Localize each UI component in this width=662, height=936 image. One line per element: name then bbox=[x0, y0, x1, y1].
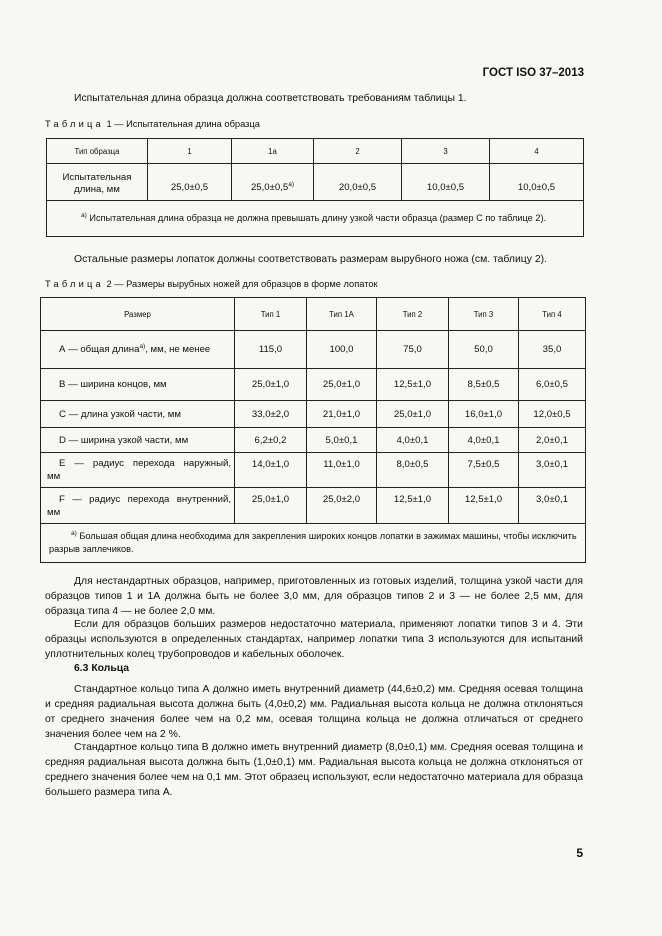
page-number: 5 bbox=[576, 846, 583, 860]
table1-header-cell: 1а bbox=[232, 139, 314, 164]
table2-cell: 12,5±1,0 bbox=[377, 369, 449, 401]
paragraph-nonstandard-samples: Для нестандартных образцов, например, приготовленных из готовых изделий, толщина узкой части для образцов типов 1 и 1А должна быть не более 3,0 мм, для образцов типов 2 и 3 — не более 2,5 мм, для образца типа 4 — не более 2,0 мм. bbox=[45, 576, 583, 617]
table2-cell: 75,0 bbox=[377, 331, 449, 369]
table2-cell: 25,0±1,0 bbox=[235, 369, 307, 401]
table1-cell: 10,0±0,5 bbox=[402, 164, 490, 201]
table2-cell: 6,2±0,2 bbox=[235, 428, 307, 453]
table2-header-cell: Тип 1А bbox=[307, 298, 377, 331]
table1-cell-value: 25,0±0,5 bbox=[250, 182, 289, 193]
table2-cell: 12,0±0,5 bbox=[519, 401, 586, 428]
table2-caption-word: Таблица bbox=[45, 279, 104, 289]
table2-cell: 4,0±0,1 bbox=[449, 428, 519, 453]
footnote-mark: а) bbox=[71, 529, 77, 537]
row-label-text: А — общая длина bbox=[59, 344, 140, 355]
row-label-rest: , мм, не менее bbox=[145, 344, 211, 355]
table1-caption bbox=[45, 119, 260, 129]
table2-cell: 3,0±0,1 bbox=[519, 488, 586, 524]
row-label-line1: F — радиус перехода внутренний, bbox=[59, 493, 231, 505]
table1-note-text: Испытательная длина образца не должна превышать длину узкой части образца (размер С по таблице 2). bbox=[89, 213, 547, 223]
table2-row bbox=[41, 488, 586, 524]
section-heading: 6.3 Кольца bbox=[74, 663, 130, 674]
table2-cell: 25,0±1,0 bbox=[377, 401, 449, 428]
table2-row-label bbox=[41, 453, 235, 488]
table2-cell: 7,5±0,5 bbox=[449, 453, 519, 488]
document-code: ГОСТ ISO 37–2013 bbox=[482, 67, 584, 79]
table1-cell bbox=[232, 164, 314, 201]
table1 bbox=[46, 138, 584, 237]
table2-cell: 5,0±0,1 bbox=[307, 428, 377, 453]
table1-cell: 25,0±0,5 bbox=[148, 164, 232, 201]
table2-row bbox=[41, 331, 586, 369]
table2-cell: 33,0±2,0 bbox=[235, 401, 307, 428]
table2-cell: 8,0±0,5 bbox=[377, 453, 449, 488]
table2-header-cell: Тип 4 bbox=[519, 298, 586, 331]
table2-caption-text: — Размеры вырубных ножей для образцов в форме лопаток bbox=[114, 279, 378, 289]
table2-row-label: С — длина узкой части, мм bbox=[41, 401, 235, 428]
table2-cell: 16,0±1,0 bbox=[449, 401, 519, 428]
table1-header-cell: 2 bbox=[314, 139, 402, 164]
table2-cell: 11,0±1,0 bbox=[307, 453, 377, 488]
table1-cell: 20,0±0,5 bbox=[314, 164, 402, 201]
table2 bbox=[40, 297, 586, 563]
table2-cell: 35,0 bbox=[519, 331, 586, 369]
table2-caption bbox=[45, 279, 378, 289]
table2-row-label: В — ширина концов, мм bbox=[41, 369, 235, 401]
intro-paragraph-2: Остальные размеры лопаток должны соответствовать размерам вырубного ножа (см. таблицу 2). bbox=[74, 254, 547, 265]
table2-row bbox=[41, 428, 586, 453]
table1-header-cell: 1 bbox=[148, 139, 232, 164]
table2-note-text: Большая общая длина необходима для закрепления широких концов лопатки в зажимах машины, чтобы исключить разрыв заплечиков. bbox=[49, 531, 577, 554]
footnote-mark: а) bbox=[81, 211, 87, 219]
table2-cell: 8,5±0,5 bbox=[449, 369, 519, 401]
table2-cell: 25,0±1,0 bbox=[307, 369, 377, 401]
table1-caption-text: — Испытательная длина образца bbox=[114, 119, 260, 129]
footnote-mark: а) bbox=[139, 342, 146, 350]
table2-header-cell: Тип 3 bbox=[449, 298, 519, 331]
table2-cell: 25,0±2,0 bbox=[307, 488, 377, 524]
table2-cell: 100,0 bbox=[307, 331, 377, 369]
row-label-line1: Е — радиус перехода наружный, bbox=[59, 458, 231, 469]
table2-cell: 21,0±1,0 bbox=[307, 401, 377, 428]
row-label-line2: мм bbox=[47, 506, 61, 518]
table2-row bbox=[41, 453, 586, 488]
footnote-mark: а) bbox=[288, 180, 295, 188]
table2-cell: 4,0±0,1 bbox=[377, 428, 449, 453]
table1-row-label: Испытательная длина, мм bbox=[47, 164, 148, 201]
paragraph-ring-type-b: Стандартное кольцо типа В должно иметь внутренний диаметр (8,0±0,1) мм. Средняя осевая толщина и средняя радиальная высота должна быть (1,0±0,1) мм. Радиальная высота кольца не должна отклоняться от среднего значения более чем на 0,1 мм. Этот образец используют, если недостаточно материала для образца большего размера типа А. bbox=[45, 742, 583, 798]
table2-note bbox=[41, 524, 586, 563]
table2-row-label bbox=[41, 331, 235, 369]
table2-row-label: D — ширина узкой части, мм bbox=[41, 428, 235, 453]
paragraph-large-samples: Если для образцов больших размеров недостаточно материала, применяют лопатки типов 3 и 4. Эти образцы используются в определенных стандартах, например лопатки типа 3 используются для испытаний уплотнительных колец трубопроводов и кабельных оболочек. bbox=[45, 619, 583, 660]
table1-caption-num: 1 bbox=[106, 119, 112, 129]
table2-caption-num: 2 bbox=[106, 279, 112, 289]
table1-header-cell: 4 bbox=[490, 139, 584, 164]
table1-caption-word: Таблица bbox=[45, 119, 104, 129]
table1-header-cell: 3 bbox=[402, 139, 490, 164]
table2-cell: 14,0±1,0 bbox=[235, 453, 307, 488]
table2-cell: 115,0 bbox=[235, 331, 307, 369]
paragraph-ring-type-a: Стандартное кольцо типа А должно иметь внутренний диаметр (44,6±0,2) мм. Средняя осевая толщина и средняя радиальная высота должна быть (4,0±0,2) мм. Радиальная высота кольца не должна отклоняться от среднего значения более чем на 0,2 мм, осевая толщина кольца не должна отличаться от среднего значения более чем на 2 %. bbox=[45, 684, 583, 740]
table2-cell: 3,0±0,1 bbox=[519, 453, 586, 488]
table2-cell: 12,5±1,0 bbox=[449, 488, 519, 524]
table2-note-row bbox=[41, 524, 586, 563]
table1-cell: 10,0±0,5 bbox=[490, 164, 584, 201]
table1-note bbox=[47, 201, 584, 237]
table2-row bbox=[41, 401, 586, 428]
table2-row-label bbox=[41, 488, 235, 524]
table2-header-row bbox=[41, 298, 586, 331]
table1-data-row bbox=[47, 164, 584, 201]
row-label-line2: мм bbox=[47, 471, 61, 482]
table1-header-row bbox=[47, 139, 584, 164]
table2-header-cell: Размер bbox=[41, 298, 235, 331]
table2-row bbox=[41, 369, 586, 401]
table2-cell: 25,0±1,0 bbox=[235, 488, 307, 524]
table2-cell: 2,0±0,1 bbox=[519, 428, 586, 453]
table2-cell: 50,0 bbox=[449, 331, 519, 369]
table2-header-cell: Тип 1 bbox=[235, 298, 307, 331]
intro-paragraph-1: Испытательная длина образца должна соответствовать требованиям таблицы 1. bbox=[74, 93, 467, 104]
table2-header-cell: Тип 2 bbox=[377, 298, 449, 331]
table2-cell: 6,0±0,5 bbox=[519, 369, 586, 401]
table2-cell: 12,5±1,0 bbox=[377, 488, 449, 524]
table1-note-row bbox=[47, 201, 584, 237]
table1-header-cell: Тип образца bbox=[47, 139, 148, 164]
